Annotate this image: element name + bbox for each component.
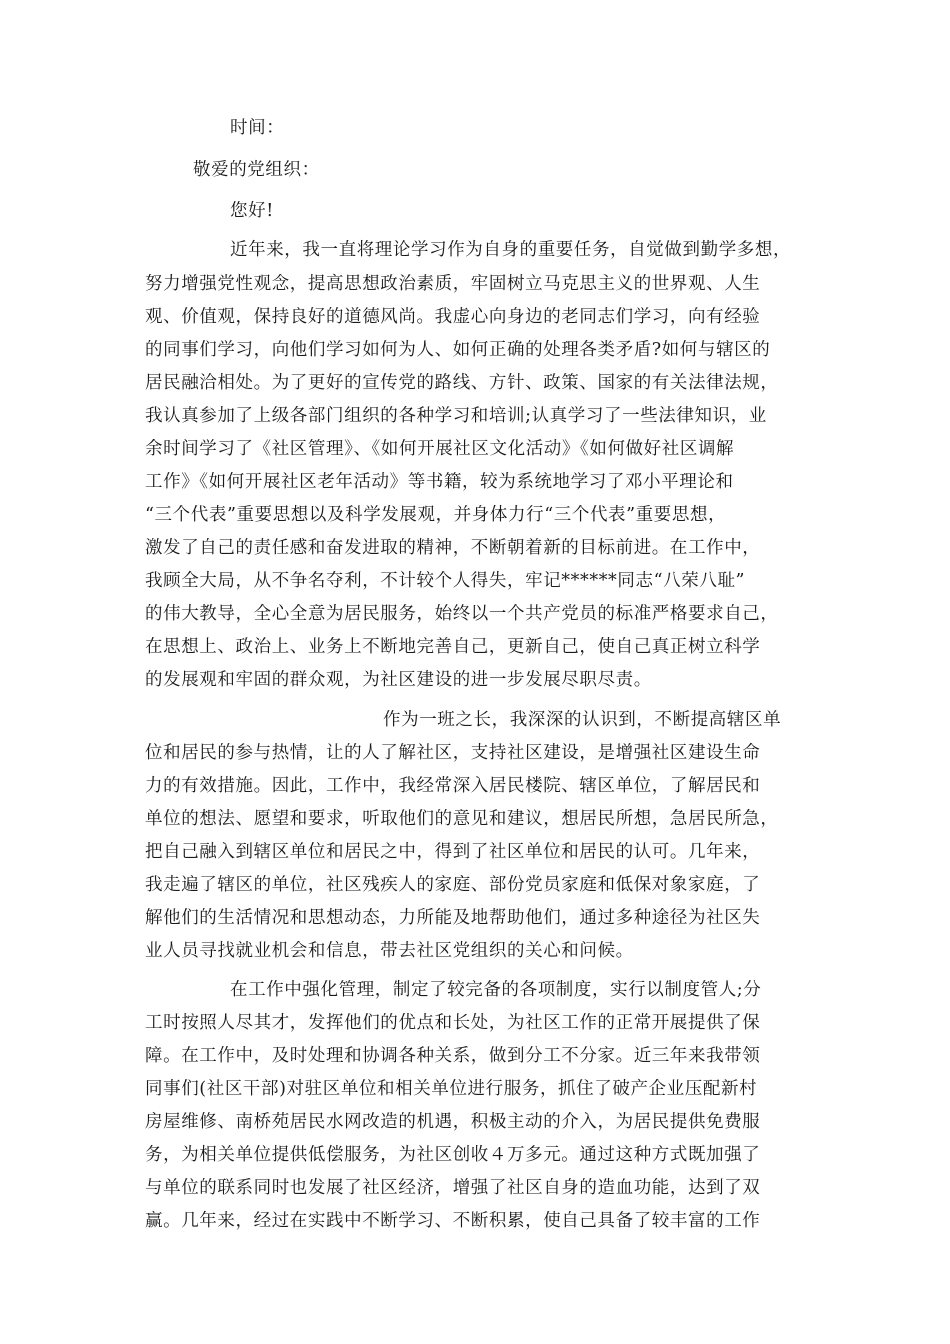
paragraph-line: 与单位的联系同时也发展了社区经济，增强了社区自身的造血功能，达到了双: [145, 1178, 761, 1198]
greeting: 您好!: [230, 201, 274, 221]
salutation: 敬爱的党组织：: [193, 160, 320, 180]
paragraph-line: 力的有效措施。因此，工作中，我经常深入居民楼院、辖区单位，了解居民和: [145, 776, 761, 796]
paragraph-line: 工时按照人尽其才，发挥他们的优点和长处，为社区工作的正常开展提供了保: [145, 1013, 761, 1033]
paragraph-line: 激发了自己的责任感和奋发进取的精神，不断朝着新的目标前进。在工作中，: [145, 538, 761, 558]
paragraph-line: 房屋维修、南桥苑居民水网改造的机遇，积极主动的介入，为居民提供免费服: [145, 1112, 761, 1132]
paragraph-line: 务，为相关单位提供低偿服务，为社区创收４万多元。通过这种方式既加强了: [145, 1145, 761, 1165]
paragraph-line: 解他们的生活情况和思想动态，力所能及地帮助他们，通过多种途径为社区失: [145, 908, 761, 928]
paragraph-line: 近年来，我一直将理论学习作为自身的重要任务，自觉做到勤学多想，: [230, 240, 792, 260]
paragraph-line: 在思想上、政治上、业务上不断地完善自己，更新自己，使自己真正树立科学: [145, 637, 761, 657]
paragraph-line: 位和居民的参与热情，让的人了解社区，支持社区建设，是增强社区建设生命: [145, 743, 761, 763]
paragraph-line: 业人员寻找就业机会和信息，带去社区党组织的关心和问候。: [145, 941, 634, 961]
paragraph-line: 我认真参加了上级各部门组织的各种学习和培训;认真学习了一些法律知识，业: [145, 406, 767, 426]
paragraph-line: 在工作中强化管理，制定了较完备的各项制度，实行以制度管人;分: [230, 980, 762, 1000]
paragraph-line: 同事们(社区干部)对驻区单位和相关单位进行服务，抓住了破产企业压配新村: [145, 1079, 758, 1099]
paragraph-line: 观、价值观，保持良好的道德风尚。我虚心向身边的老同志们学习，向有经验: [145, 307, 761, 327]
paragraph-line: 努力增强党性观念，提高思想政治素质，牢固树立马克思主义的世界观、人生: [145, 274, 761, 294]
paragraph-line: 余时间学习了《社区管理》、《如何开展社区文化活动》《如何做好社区调解: [145, 439, 735, 459]
paragraph-line: “三个代表”重要思想以及科学发展观，并身体力行“三个代表”重要思想，: [145, 505, 727, 525]
paragraph-line: 工作》《如何开展社区老年活动》等书籍，较为系统地学习了邓小平理论和: [145, 472, 734, 492]
time-label: 时间：: [230, 118, 285, 138]
paragraph-line: 的同事们学习，向他们学习如何为人、如何正确的处理各类矛盾?如何与辖区的: [145, 340, 771, 360]
paragraph-line: 单位的想法、愿望和要求，听取他们的意见和建议，想居民所想，急居民所急，: [145, 809, 779, 829]
paragraph-line: 的伟大教导，全心全意为居民服务，始终以一个共产党员的标准严格要求自己，: [145, 604, 779, 624]
paragraph-line: 居民融洽相处。为了更好的宣传党的路线、方针、政策、国家的有关法律法规，: [145, 373, 779, 393]
paragraph-line: 把自己融入到辖区单位和居民之中，得到了社区单位和居民的认可。几年来，: [145, 842, 761, 862]
paragraph-line: 作为一班之长，我深深的认识到，不断提高辖区单: [383, 710, 782, 730]
paragraph-line: 我走遍了辖区的单位，社区残疾人的家庭、部份党员家庭和低保对象家庭，了: [145, 875, 761, 895]
paragraph-line: 我顾全大局，从不争名夺利，不计较个人得失，牢记******同志“八荣八耻”: [145, 571, 746, 591]
paragraph-line: 赢。几年来，经过在实践中不断学习、不断积累，使自己具备了较丰富的工作: [145, 1211, 761, 1231]
paragraph-line: 障。在工作中，及时处理和协调各种关系，做到分工不分家。近三年来我带领: [145, 1046, 761, 1066]
paragraph-line: 的发展观和牢固的群众观，为社区建设的进一步发展尽职尽责。: [145, 670, 652, 690]
